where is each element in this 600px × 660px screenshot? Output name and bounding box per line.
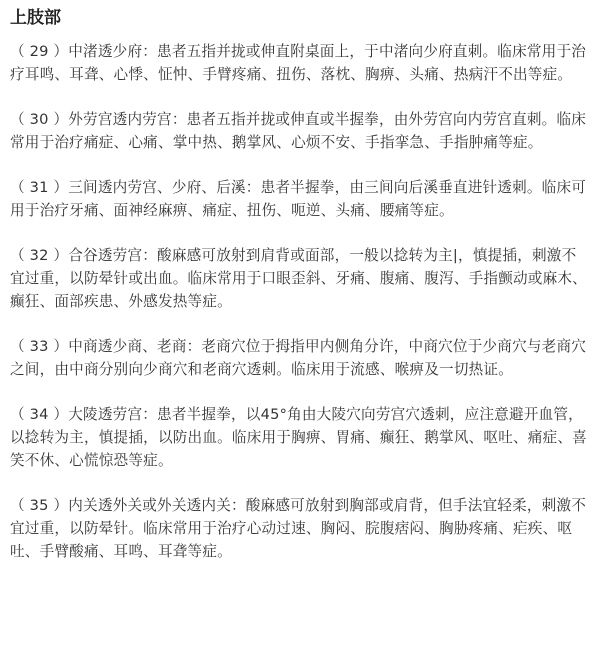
entry-number: 33 [29,338,49,355]
entry-name: 合谷透劳宫 [68,247,143,264]
entry-29: （ 29 ）中渚透少府：患者五指并拢或伸直附桌面上，于中渚向少府直刺。临床常用于治疗耳鸣、耳聋、心悸、怔忡、手臂疼痛、扭伤、落枕、胸痹、头痛、热病汗不出等症。 [10,43,587,83]
entry-name: 内关透外关或外关透内关 [68,497,231,514]
entry-33: （ 33 ）中商透少商、老商：老商穴位于拇指甲内侧角分许，中商穴位于少商穴与老商穴之间，由中商分别向少商穴和老商穴透刺。临床用于流感、喉痹及一切热证。 [10,338,587,378]
entry-number: 34 [29,406,49,423]
section-heading: 上肢部 [10,8,61,28]
entry-35: （ 35 ）内关透外关或外关透内关：酸麻感可放射到胸部或肩背，但手法宜轻柔，刺激不宜过重，以防晕针。临床常用于治疗心动过速、胸闷、脘腹痞闷、胸胁疼痛、疟疾、呕吐、手臂酸痛、耳鸣、耳聋等症。 [10,497,587,560]
entry-name: 中渚透少府 [68,43,143,60]
entry-30: （ 30 ）外劳宫透内劳宫：患者五指并拢或伸直或半握拳，由外劳宫向内劳宫直刺。临床常用于治疗痛症、心痛、掌中热、鹅掌风、心烦不安、手指挛急、手指肿痛等症。 [10,111,587,151]
entry-text: 患者五指并拢或伸直附桌面上，于中渚向少府直刺。临床常用于治疗耳鸣、耳聋、心悸、怔忡、手臂疼痛、扭伤、落枕、胸痹、头痛、热病汗不出等症。 [10,43,587,83]
entry-text: 患者半握拳，以45°角由大陵穴向劳宫穴透刺，应注意避开血管，以捻转为主，慎提插，以防出血。临床用于胸痹、胃痛、癫狂、鹅掌风、呕吐、痛症、喜笑不休、心慌惊恐等症。 [10,406,587,469]
entry-name: 外劳宫透内劳宫 [68,111,172,128]
entry-name: 中商透少商、老商 [68,338,187,355]
entry-number: 30 [29,111,49,128]
entry-number: 29 [29,43,49,60]
entry-text: 患者半握拳，由三间向后溪垂直进针透刺。临床可用于治疗牙痛、面神经麻痹、痛症、扭伤、呃逆、头痛、腰痛等症。 [10,179,587,219]
entry-text: 患者五指并拢或伸直或半握拳，由外劳宫向内劳宫直刺。临床常用于治疗痛症、心痛、掌中热、鹅掌风、心烦不安、手指挛急、手指肿痛等症。 [10,111,587,151]
entry-number: 31 [29,179,49,196]
entry-number: 35 [29,497,49,514]
entry-32: （ 32 ）合谷透劳宫：酸麻感可放射到肩背或面部，一般以捻转为主|，慎提插，刺激不宜过重，以防晕针或出血。临床常用于口眼歪斜、牙痛、腹痛、腹泻、手指颤动或麻木、癫狂、面部疾患、外感发热等症。 [10,247,587,310]
entry-text: 酸麻感可放射到胸部或肩背，但手法宜轻柔，刺激不宜过重，以防晕针。临床常用于治疗心动过速、胸闷、脘腹痞闷、胸胁疼痛、疟疾、呕吐、手臂酸痛、耳鸣、耳聋等症。 [10,497,587,560]
entry-text: 老商穴位于拇指甲内侧角分许，中商穴位于少商穴与老商穴之间，由中商分别向少商穴和老商穴透刺。临床用于流感、喉痹及一切热证。 [10,338,587,378]
entry-name: 大陵透劳宫 [68,406,143,423]
entry-34: （ 34 ）大陵透劳宫：患者半握拳，以45°角由大陵穴向劳宫穴透刺，应注意避开血管，以捻转为主，慎提插，以防出血。临床用于胸痹、胃痛、癫狂、鹅掌风、呕吐、痛症、喜笑不休、心慌惊恐等症。 [10,406,587,469]
entry-name: 三间透内劳宫、少府、后溪 [68,179,246,196]
entry-number: 32 [29,247,49,264]
entry-31: （ 31 ）三间透内劳宫、少府、后溪：患者半握拳，由三间向后溪垂直进针透刺。临床可用于治疗牙痛、面神经麻痹、痛症、扭伤、呃逆、头痛、腰痛等症。 [10,179,587,219]
entry-text: 酸麻感可放射到肩背或面部，一般以捻转为主|，慎提插，刺激不宜过重，以防晕针或出血。临床常用于口眼歪斜、牙痛、腹痛、腹泻、手指颤动或麻木、癫狂、面部疾患、外感发热等症。 [10,247,587,310]
